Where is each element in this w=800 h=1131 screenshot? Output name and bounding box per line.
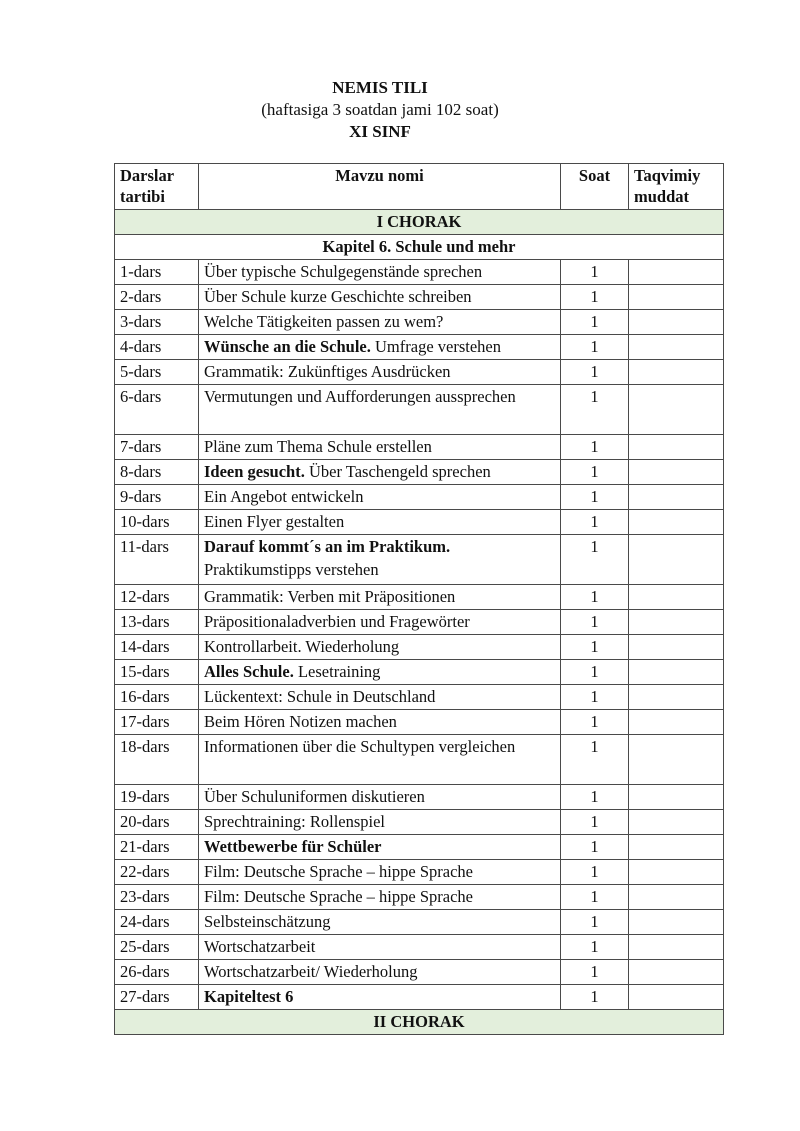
table-row	[115, 310, 724, 335]
lesson-number: 18-dars	[115, 735, 199, 785]
table-row	[115, 935, 724, 960]
table-row	[115, 485, 724, 510]
lesson-topic	[199, 935, 561, 960]
lesson-topic	[199, 860, 561, 885]
table-row	[115, 910, 724, 935]
table-row	[115, 435, 724, 460]
lesson-date-cell[interactable]	[629, 660, 724, 685]
column-header-order: Darslar tartibi	[115, 164, 199, 210]
lesson-number: 5-dars	[115, 360, 199, 385]
lesson-date-cell[interactable]	[629, 585, 724, 610]
lesson-number: 10-dars	[115, 510, 199, 535]
lesson-number: 8-dars	[115, 460, 199, 485]
lesson-hours: 1	[561, 710, 629, 735]
lesson-date-cell[interactable]	[629, 635, 724, 660]
lesson-date-cell[interactable]	[629, 535, 724, 585]
lesson-date-cell[interactable]	[629, 435, 724, 460]
lesson-date-cell[interactable]	[629, 960, 724, 985]
table-row	[115, 985, 724, 1010]
lesson-topic	[199, 810, 561, 835]
lesson-hours: 1	[561, 285, 629, 310]
table-row	[115, 685, 724, 710]
lesson-hours: 1	[561, 985, 629, 1010]
lesson-hours: 1	[561, 460, 629, 485]
lesson-topic-text: Selbsteinschätzung	[204, 912, 331, 931]
lesson-number: 23-dars	[115, 885, 199, 910]
lesson-number: 27-dars	[115, 985, 199, 1010]
lesson-topic	[199, 685, 561, 710]
lesson-topic-text: Praktikumstipps verstehen	[204, 560, 379, 579]
lesson-hours: 1	[561, 360, 629, 385]
lesson-number: 22-dars	[115, 860, 199, 885]
lesson-topic-bold: Ideen gesucht.	[204, 462, 305, 481]
lesson-topic	[199, 260, 561, 285]
lesson-number: 15-dars	[115, 660, 199, 685]
quarter-label: II CHORAK	[115, 1010, 724, 1035]
lesson-topic	[199, 885, 561, 910]
table-row	[115, 610, 724, 635]
lesson-topic	[199, 635, 561, 660]
document-title: NEMIS TILI	[332, 78, 428, 97]
lesson-topic-text: Lückentext: Schule in Deutschland	[204, 687, 436, 706]
table-row	[115, 335, 724, 360]
lesson-topic-text: Über typische Schulgegenstände sprechen	[204, 262, 483, 281]
lesson-number: 9-dars	[115, 485, 199, 510]
lesson-date-cell[interactable]	[629, 385, 724, 435]
table-row	[115, 835, 724, 860]
lesson-topic-bold: Wettbewerbe für Schüler	[204, 837, 382, 856]
table-row	[115, 810, 724, 835]
lesson-date-cell[interactable]	[629, 735, 724, 785]
lesson-date-cell[interactable]	[629, 810, 724, 835]
lesson-date-cell[interactable]	[629, 285, 724, 310]
column-header-hours: Soat	[561, 164, 629, 210]
lesson-topic	[199, 585, 561, 610]
lesson-topic-text: Einen Flyer gestalten	[204, 512, 345, 531]
lesson-hours: 1	[561, 910, 629, 935]
lesson-topic	[199, 660, 561, 685]
lesson-topic	[199, 910, 561, 935]
lesson-hours: 1	[561, 485, 629, 510]
quarter-row	[115, 1010, 724, 1035]
grade-label: XI SINF	[349, 122, 411, 141]
lesson-hours: 1	[561, 735, 629, 785]
lesson-topic-text: Über Taschengeld sprechen	[304, 462, 491, 481]
lesson-topic-bold: Wünsche an die Schule.	[204, 337, 371, 356]
quarter-row	[115, 210, 724, 235]
lesson-number: 13-dars	[115, 610, 199, 635]
lesson-topic	[199, 360, 561, 385]
lesson-topic	[199, 285, 561, 310]
lesson-number: 3-dars	[115, 310, 199, 335]
lesson-hours: 1	[561, 785, 629, 810]
lesson-number: 17-dars	[115, 710, 199, 735]
lesson-topic-text: Über Schuluniformen diskutieren	[204, 787, 425, 806]
lesson-topic-bold: Kapiteltest 6	[204, 987, 294, 1006]
table-row	[115, 860, 724, 885]
table-row	[115, 535, 724, 585]
lesson-hours: 1	[561, 585, 629, 610]
lesson-topic-text: Grammatik: Verben mit Präpositionen	[204, 587, 456, 606]
lesson-topic-text: Ein Angebot entwickeln	[204, 487, 364, 506]
lesson-date-cell[interactable]	[629, 710, 724, 735]
lesson-topic-text: Film: Deutsche Sprache – hippe Sprache	[204, 862, 473, 881]
lesson-number: 2-dars	[115, 285, 199, 310]
lesson-number: 1-dars	[115, 260, 199, 285]
lesson-date-cell[interactable]	[629, 360, 724, 385]
lesson-topic	[199, 735, 561, 785]
lesson-topic	[199, 510, 561, 535]
lesson-date-cell[interactable]	[629, 835, 724, 860]
lesson-date-cell[interactable]	[629, 260, 724, 285]
lesson-hours: 1	[561, 335, 629, 360]
lesson-number: 26-dars	[115, 960, 199, 985]
lesson-topic-text: Präpositionaladverbien und Fragewörter	[204, 612, 470, 631]
lesson-topic	[199, 385, 561, 435]
lesson-topic-bold: Darauf kommt´s an im Praktikum.	[204, 537, 451, 556]
lesson-topic	[199, 485, 561, 510]
lesson-topic	[199, 610, 561, 635]
lesson-topic-text: Beim Hören Notizen machen	[204, 712, 397, 731]
lesson-topic-text: Lesetraining	[293, 662, 381, 681]
lesson-topic-text: Über Schule kurze Geschichte schreiben	[204, 287, 472, 306]
lesson-hours: 1	[561, 685, 629, 710]
table-row	[115, 735, 724, 785]
lesson-hours: 1	[561, 810, 629, 835]
lesson-number: 24-dars	[115, 910, 199, 935]
lesson-topic-text: Informationen über die Schultypen vergleichen	[204, 737, 516, 756]
column-header-date: Taqvimiy muddat	[629, 164, 724, 210]
lesson-topic	[199, 435, 561, 460]
lesson-date-cell[interactable]	[629, 610, 724, 635]
lesson-hours: 1	[561, 860, 629, 885]
lesson-number: 25-dars	[115, 935, 199, 960]
lesson-number: 20-dars	[115, 810, 199, 835]
lesson-hours: 1	[561, 610, 629, 635]
lesson-topic	[199, 785, 561, 810]
lesson-hours: 1	[561, 510, 629, 535]
lesson-hours: 1	[561, 535, 629, 585]
lesson-topic-text: Umfrage verstehen	[370, 337, 501, 356]
lesson-date-cell[interactable]	[629, 460, 724, 485]
table-row	[115, 660, 724, 685]
lesson-date-cell[interactable]	[629, 860, 724, 885]
lesson-topic	[199, 535, 561, 585]
table-row	[115, 460, 724, 485]
lesson-date-cell[interactable]	[629, 910, 724, 935]
chapter-row	[115, 235, 724, 260]
table-row	[115, 260, 724, 285]
lesson-date-cell[interactable]	[629, 310, 724, 335]
lesson-hours: 1	[561, 835, 629, 860]
lesson-hours: 1	[561, 660, 629, 685]
lesson-hours: 1	[561, 960, 629, 985]
lesson-hours: 1	[561, 935, 629, 960]
lesson-topic	[199, 960, 561, 985]
lesson-topic	[199, 310, 561, 335]
table-row	[115, 885, 724, 910]
quarter-label: I CHORAK	[115, 210, 724, 235]
lesson-topic-text: Grammatik: Zukünftiges Ausdrücken	[204, 362, 451, 381]
lesson-topic-text: Wortschatzarbeit	[204, 937, 316, 956]
lesson-date-cell[interactable]	[629, 485, 724, 510]
lesson-hours: 1	[561, 635, 629, 660]
table-row	[115, 360, 724, 385]
table-row	[115, 385, 724, 435]
lesson-hours: 1	[561, 385, 629, 435]
chapter-label: Kapitel 6. Schule und mehr	[115, 235, 724, 260]
table-row	[115, 285, 724, 310]
lesson-number: 16-dars	[115, 685, 199, 710]
lesson-topic	[199, 985, 561, 1010]
lesson-topic	[199, 835, 561, 860]
lesson-topic	[199, 460, 561, 485]
lesson-hours: 1	[561, 310, 629, 335]
lesson-topic-text: Sprechtraining: Rollenspiel	[204, 812, 386, 831]
document-subtitle: (haftasiga 3 soatdan jami 102 soat)	[261, 100, 499, 119]
lesson-hours: 1	[561, 260, 629, 285]
lesson-hours: 1	[561, 435, 629, 460]
column-header-topic: Mavzu nomi	[199, 164, 561, 210]
lesson-number: 6-dars	[115, 385, 199, 435]
lesson-date-cell[interactable]	[629, 685, 724, 710]
lesson-date-cell[interactable]	[629, 335, 724, 360]
lesson-topic	[199, 710, 561, 735]
lesson-plan-table	[114, 163, 724, 1035]
table-row	[115, 960, 724, 985]
lesson-hours: 1	[561, 885, 629, 910]
lesson-topic-text: Pläne zum Thema Schule erstellen	[204, 437, 432, 456]
lesson-number: 14-dars	[115, 635, 199, 660]
lesson-date-cell[interactable]	[629, 785, 724, 810]
lesson-number: 4-dars	[115, 335, 199, 360]
lesson-date-cell[interactable]	[629, 935, 724, 960]
table-row	[115, 585, 724, 610]
table-row	[115, 710, 724, 735]
lesson-date-cell[interactable]	[629, 885, 724, 910]
lesson-number: 7-dars	[115, 435, 199, 460]
lesson-topic-bold: Alles Schule.	[204, 662, 294, 681]
lesson-date-cell[interactable]	[629, 985, 724, 1010]
lesson-date-cell[interactable]	[629, 510, 724, 535]
lesson-topic-text: Wortschatzarbeit/ Wiederholung	[204, 962, 418, 981]
lesson-topic-text: Kontrollarbeit. Wiederholung	[204, 637, 400, 656]
table-row	[115, 635, 724, 660]
lesson-number: 12-dars	[115, 585, 199, 610]
lesson-number: 19-dars	[115, 785, 199, 810]
lesson-number: 11-dars	[115, 535, 199, 585]
lesson-topic-text: Welche Tätigkeiten passen zu wem?	[204, 312, 444, 331]
table-row	[115, 510, 724, 535]
table-row	[115, 785, 724, 810]
lesson-topic-text: Film: Deutsche Sprache – hippe Sprache	[204, 887, 473, 906]
table-header-row	[115, 164, 724, 210]
lesson-topic	[199, 335, 561, 360]
lesson-number: 21-dars	[115, 835, 199, 860]
lesson-topic-text: Vermutungen und Aufforderungen aussprechen	[204, 387, 516, 406]
